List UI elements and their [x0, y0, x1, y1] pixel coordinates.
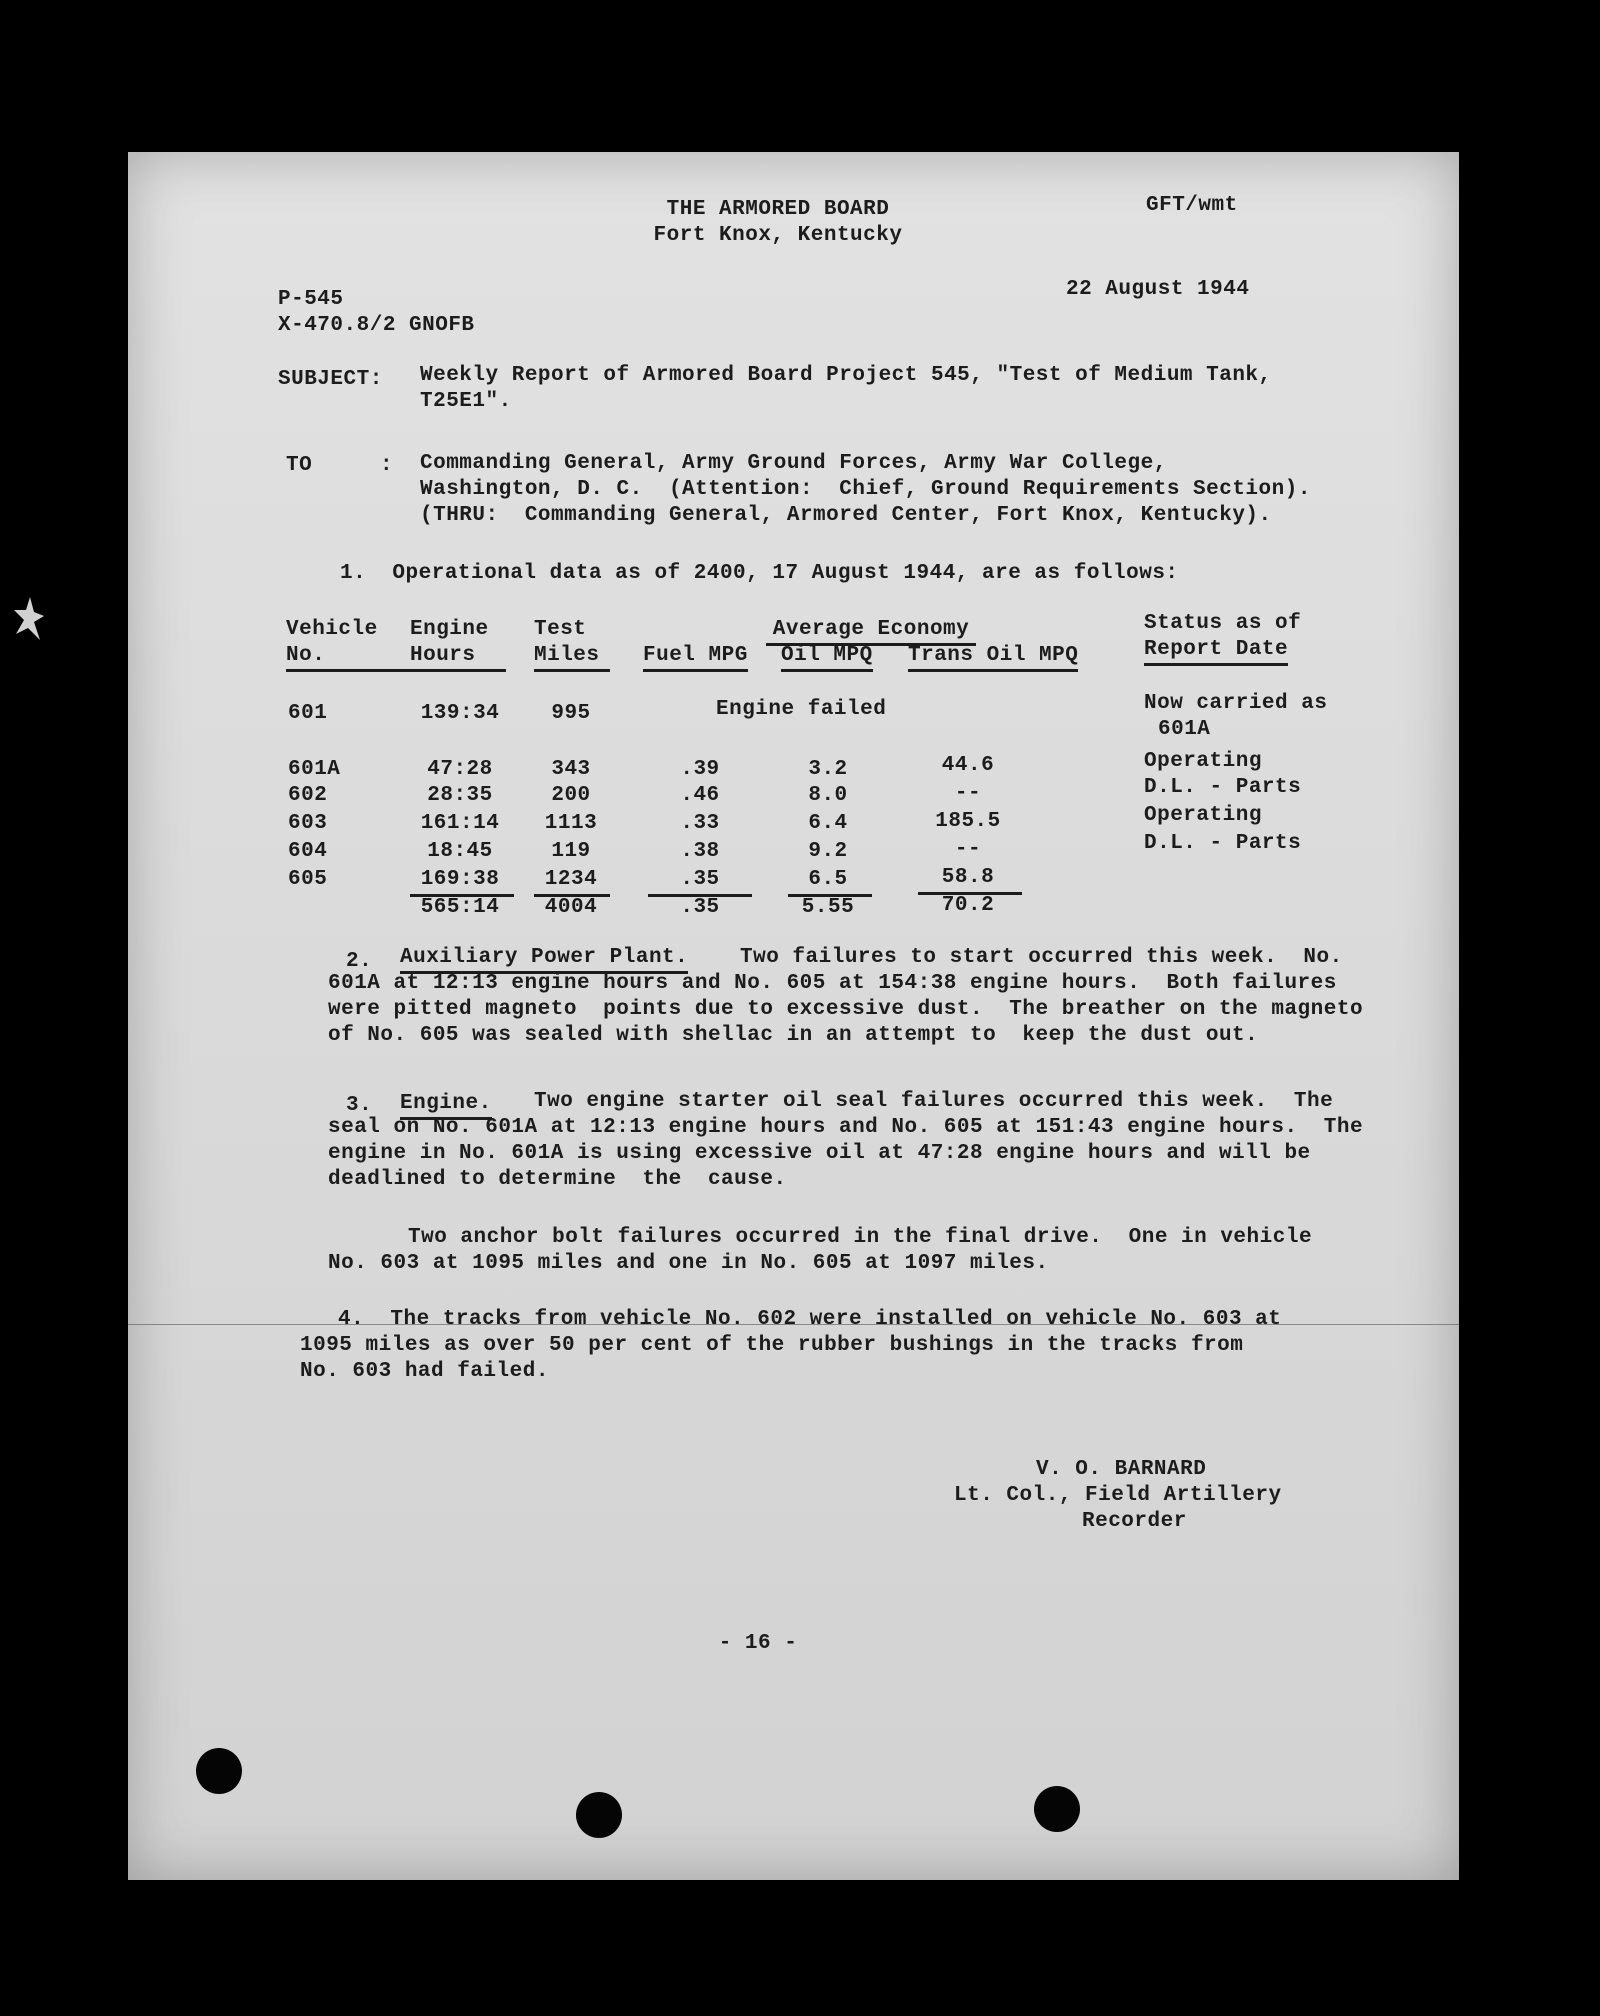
row-miles: 200 — [551, 784, 591, 807]
row-oil: 9.2 — [808, 840, 848, 863]
row-trans: -- — [954, 838, 982, 861]
paragraph-2-line-3: were pitted magneto points due to excessive dust. The breather on the magneto — [328, 998, 1364, 1021]
binder-hole-middle — [576, 1792, 622, 1838]
header-status-2: Report Date — [1144, 638, 1288, 666]
fold-line — [128, 1324, 1459, 1325]
paragraph-2-number: 2. — [346, 950, 373, 973]
page-number: - 16 - — [718, 1632, 798, 1655]
paragraph-3-line-3: engine in No. 601A is using excessive oil at 47:28 engine hours and will be — [328, 1142, 1311, 1165]
project-number: P-545 — [278, 288, 344, 311]
paragraph-2-line-1: Two failures to start occurred this week. No. — [740, 946, 1343, 969]
header-average-economy: Average Economy — [766, 618, 976, 646]
header-oil-mpq: Oil MPQ — [781, 644, 873, 672]
header-vehicle-1: Vehicle — [286, 618, 378, 641]
row-trans: 185.5 — [935, 810, 1001, 833]
row-oil: 6.4 — [808, 812, 848, 835]
row-vehicle: 602 — [288, 784, 328, 807]
row-601-miles: 995 — [551, 702, 591, 725]
paragraph-3-line-2: seal on No. 601A at 12:13 engine hours and No. 605 at 151:43 engine hours. The — [328, 1116, 1364, 1139]
paragraph-3b-line-1: Two anchor bolt failures occurred in the final drive. One in vehicle — [408, 1226, 1313, 1249]
row-fuel: .46 — [680, 784, 720, 807]
row-vehicle: 603 — [288, 812, 328, 835]
typist-initials: GFT/wmt — [1146, 194, 1238, 217]
header-vehicle-2: No. — [286, 644, 410, 672]
row-vehicle: 605 — [288, 868, 328, 891]
subject-line-1: Weekly Report of Armored Board Project 545, "Test of Medium Tank, — [420, 364, 1272, 387]
total-hours: 565:14 — [420, 896, 500, 919]
lint-speck — [10, 592, 50, 652]
header-test-2: Miles — [534, 644, 610, 672]
paragraph-3b-line-2: No. 603 at 1095 miles and one in No. 605 at 1097 miles. — [328, 1252, 1049, 1275]
binder-hole-right — [1034, 1786, 1080, 1832]
row-oil: 8.0 — [808, 784, 848, 807]
row-miles: 1113 — [544, 812, 598, 835]
paragraph-4-line-1: 4. The tracks from vehicle No. 602 were installed on vehicle No. 603 at — [338, 1308, 1282, 1331]
signature-name: V. O. BARNARD — [1036, 1458, 1207, 1481]
row-status: D.L. - Parts — [1144, 776, 1302, 799]
row-hours: 47:28 — [427, 758, 493, 781]
paragraph-3-line-4: deadlined to determine the cause. — [328, 1168, 787, 1191]
row-vehicle: 604 — [288, 840, 328, 863]
row-fuel: .38 — [680, 840, 720, 863]
row-status: D.L. - Parts — [1144, 832, 1302, 855]
row-oil: 6.5 — [808, 868, 848, 891]
row-hours: 169:38 — [420, 868, 500, 891]
file-number: X-470.8/2 GNOFB — [278, 314, 475, 337]
paragraph-3-line-1: Two engine starter oil seal failures occurred this week. The — [534, 1090, 1334, 1113]
signature-title: Recorder — [1082, 1510, 1187, 1533]
header-engine-2: Hours — [410, 644, 506, 672]
row-601-note: Engine failed — [716, 698, 887, 721]
row-trans: 58.8 — [941, 866, 995, 889]
binder-hole-left — [196, 1748, 242, 1794]
paragraph-1: 1. Operational data as of 2400, 17 August 1944, are as follows: — [340, 562, 1179, 585]
paragraph-2-line-4: of No. 605 was sealed with shellac in an attempt to keep the dust out. — [328, 1024, 1259, 1047]
header-fuel-mpg: Fuel MPG — [643, 644, 748, 672]
header-trans-oil-mpq: Trans Oil MPQ — [908, 644, 1078, 672]
header-engine-1: Engine — [410, 618, 489, 641]
row-status: Operating — [1144, 750, 1262, 773]
header-status-1: Status as of — [1144, 612, 1302, 635]
total-trans: 70.2 — [941, 894, 995, 917]
row-hours: 161:14 — [420, 812, 500, 835]
subject-line-2: T25E1". — [420, 390, 512, 413]
letterhead-org: THE ARMORED BOARD — [666, 198, 890, 221]
document-page — [128, 152, 1459, 1880]
to-line-3: (THRU: Commanding General, Armored Center, Fort Knox, Kentucky). — [420, 504, 1272, 527]
row-601-vehicle: 601 — [288, 702, 328, 725]
paragraph-2-line-2: 601A at 12:13 engine hours and No. 605 at 154:38 engine hours. Both failures — [328, 972, 1337, 995]
to-label: TO — [286, 454, 313, 477]
row-601-status-2: 601A — [1158, 718, 1211, 741]
document-date: 22 August 1944 — [1066, 278, 1250, 301]
signature-rank: Lt. Col., Field Artillery — [954, 1484, 1282, 1507]
row-601-status-1: Now carried as — [1144, 692, 1328, 715]
row-601-hours: 139:34 — [420, 702, 500, 725]
total-fuel: .35 — [680, 896, 720, 919]
row-fuel: .39 — [680, 758, 720, 781]
to-line-2: Washington, D. C. (Attention: Chief, Ground Requirements Section). — [420, 478, 1311, 501]
row-hours: 18:45 — [427, 840, 493, 863]
row-vehicle: 601A — [288, 758, 341, 781]
row-hours: 28:35 — [427, 784, 493, 807]
paragraph-2-title: Auxiliary Power Plant. — [400, 946, 688, 974]
paragraph-4-line-3: No. 603 had failed. — [300, 1360, 549, 1383]
row-miles: 1234 — [544, 868, 598, 891]
row-miles: 119 — [551, 840, 591, 863]
paragraph-3-title: Engine. — [400, 1092, 492, 1120]
row-trans: -- — [954, 782, 982, 805]
to-line-1: Commanding General, Army Ground Forces, Army War College, — [420, 452, 1167, 475]
header-test-1: Test — [534, 618, 587, 641]
total-miles: 4004 — [544, 896, 598, 919]
subject-label: SUBJECT: — [278, 368, 383, 391]
paragraph-3-number: 3. — [346, 1094, 373, 1117]
letterhead-location: Fort Knox, Kentucky — [653, 224, 903, 247]
row-fuel: .35 — [680, 868, 720, 891]
row-fuel: .33 — [680, 812, 720, 835]
to-colon: : — [380, 454, 394, 477]
total-oil: 5.55 — [801, 896, 855, 919]
row-status: Operating — [1144, 804, 1262, 827]
row-trans: 44.6 — [941, 754, 995, 777]
paragraph-4-line-2: 1095 miles as over 50 per cent of the rubber bushings in the tracks from — [300, 1334, 1244, 1357]
row-miles: 343 — [551, 758, 591, 781]
row-oil: 3.2 — [808, 758, 848, 781]
